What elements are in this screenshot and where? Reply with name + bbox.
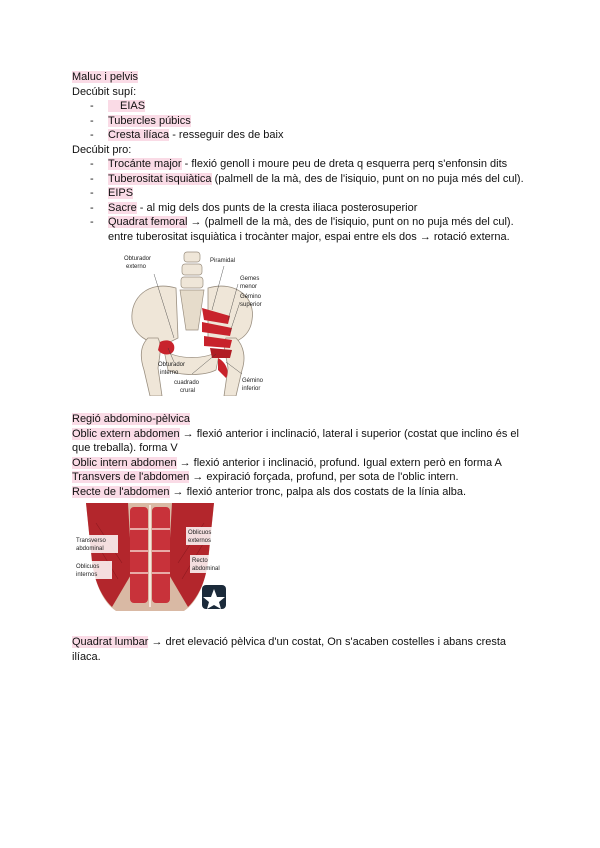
paragraph-recte: Recte de l'abdomen → flexió anterior tronc, palpa als dos costats de la línia alba. <box>72 485 467 498</box>
label-cuadrado-crural-2: crural <box>180 388 196 394</box>
list-item: - Tuberositat isquiàtica (palmell de la mà, des de l'isiquio, punt on no puja més del cul). <box>90 172 532 187</box>
pelvis-illustration <box>118 250 274 396</box>
label-gemino-inferior: Gémino <box>242 378 264 384</box>
list-item: - EIPS <box>90 186 532 201</box>
label-gemino-menor-2: menor <box>240 284 258 290</box>
label-gemino-inferior-2: inferior <box>242 386 261 392</box>
label-transverso-abdominal: Transverso <box>76 538 106 544</box>
label-gemino-superior: Gémino <box>240 294 262 300</box>
section-title-abdomino-pelvic: Regió abdomino-pèlvica <box>72 413 191 425</box>
supine-heading: Decúbit supí: <box>72 85 137 98</box>
label-oblicuos-internos-2: internos <box>76 572 98 578</box>
label-gemino-superior-2: superior <box>240 302 262 308</box>
list-item: - EIAS <box>90 99 532 114</box>
list-item: - Cresta ilíaca - resseguir des de baix <box>90 128 532 143</box>
label-oblicuos-externos-2: externos <box>188 538 212 544</box>
label-obturador-externo: Obturador <box>124 256 152 262</box>
prone-heading: Decúbit pro: <box>72 143 132 156</box>
label-recto-abdominal-2: abdominal <box>192 566 220 572</box>
label-obturador-externo-2: externo <box>126 264 147 270</box>
label-transverso-abdominal-2: abdominal <box>76 546 104 552</box>
list-item: - Tubercles púbics <box>90 114 532 129</box>
paragraph-oblic-extern: Oblic extern abdomen → flexió anterior i inclinació, lateral i superior (costat que inclino és el que treballa). forma V <box>72 427 519 454</box>
list-item: - Sacre - al mig dels dos punts de la cresta iliaca posterosuperior <box>90 201 532 216</box>
document-page <box>72 70 532 664</box>
paragraph-quadrat-lumbar: Quadrat lumbar → dret elevació pèlvica d'un costat, On s'acaben costelles i abans cresta ilíaca. <box>72 636 507 663</box>
supine-list <box>72 99 532 143</box>
paragraph-oblic-intern: Oblic intern abdomen → flexió anterior i inclinació, profund. Igual extern però en forma A <box>72 456 502 469</box>
label-cuadrado-crural: cuadrado <box>174 380 200 386</box>
abdominal-muscles-figure <box>72 503 228 611</box>
label-obturador-interno: Obturador <box>158 362 186 368</box>
abdomen-illustration <box>72 503 228 611</box>
label-oblicuos-externos: Oblicuos <box>188 530 212 536</box>
label-piramidal: Piramidal <box>210 258 236 264</box>
pelvis-muscles-figure <box>118 250 274 396</box>
label-oblicuos-internos: Oblicuos <box>76 564 100 570</box>
label-gemino-menor: Gemes <box>240 276 260 282</box>
label-recto-abdominal: Recto <box>192 558 208 564</box>
prone-list <box>72 157 532 244</box>
section-title-hip-pelvis: Maluc i pelvis <box>72 71 139 83</box>
list-item: - Quadrat femoral → (palmell de la mà, des de l'isiquio, punt on no puja més del cul). entre tuberositat isquiàtica i trocànter major, espai entre els dos → rotació externa. <box>90 215 532 244</box>
list-item: - Trocánte major - flexió genoll i moure peu de dreta q esquerra perq s'enfonsin dits <box>90 157 532 172</box>
label-obturador-interno-2: interno <box>160 370 179 376</box>
paragraph-transvers: Transvers de l'abdomen → expiració forçada, profund, per sota de l'oblic intern. <box>72 471 459 483</box>
